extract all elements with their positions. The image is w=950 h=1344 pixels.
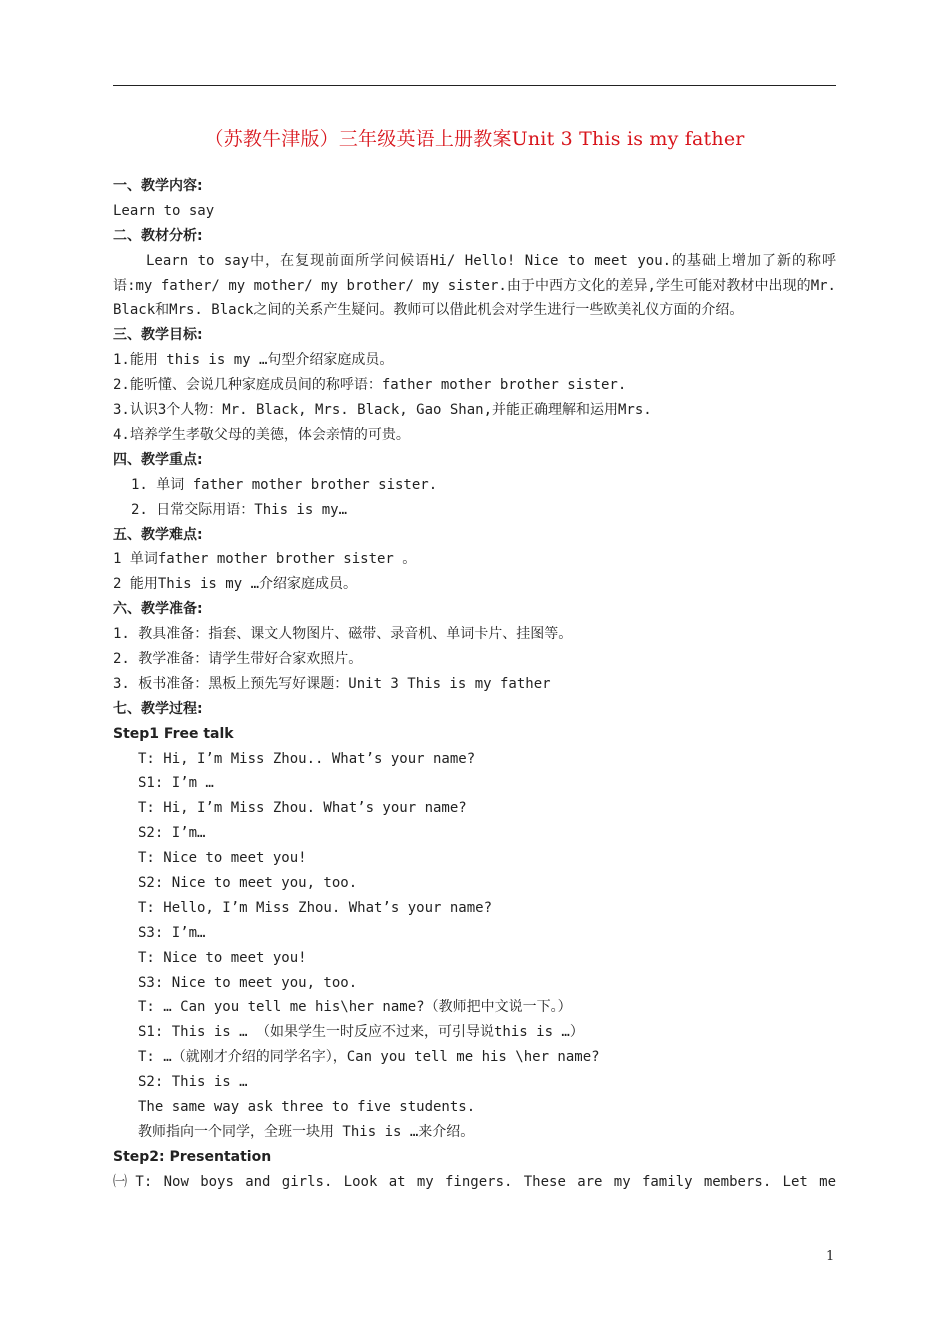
dialogue-line: S3: Nice to meet you, too. [138, 974, 358, 991]
list-item: 3. 板书准备：黑板上预先写好课题：Unit 3 This is my father [113, 675, 551, 692]
list-item: 1. 教具准备：指套、课文人物图片、磁带、录音机、单词卡片、挂图等。 [113, 626, 573, 643]
dialogue-line: T: … Can you tell me his\her name?（教师把中文说一下。） [138, 999, 572, 1016]
dialogue-line: T: Hi, I’m Miss Zhou.. What’s your name? [138, 750, 476, 767]
word: fingers. [445, 1173, 513, 1190]
word: my [416, 1173, 434, 1190]
list-item: 2 能用This is my …介绍家庭成员。 [113, 576, 358, 593]
section-heading-difficulties: 五、教学难点: [113, 526, 203, 543]
word: are [577, 1173, 603, 1190]
section-heading-goals: 三、教学目标: [113, 327, 203, 344]
analysis-paragraph: Learn to say中，在复现前面所学问候语Hi/ Hello! Nice to meet you.的基础上增加了新的称呼语:my father/ my mother/ my brother/ my sister.由于中西方文化的差异,学生可能对教材中出现的Mr. Black和Mrs. Black之间的关系产生疑问。教师可以借此机会对学生进行一些欧美礼仪方面的介绍。 [113, 252, 836, 319]
word: Let [782, 1173, 808, 1190]
step2-first-line [113, 1170, 836, 1195]
section-heading-analysis: 二、教材分析: [113, 227, 203, 244]
dialogue-line: T: Nice to meet you! [138, 949, 307, 966]
section-heading-preparation: 六、教学准备: [113, 601, 203, 618]
word: members. [703, 1173, 772, 1190]
document-body [113, 174, 836, 1195]
page-number: 1 [826, 1249, 835, 1264]
dialogue-line: S1: I’m … [138, 775, 214, 792]
word: These [523, 1173, 566, 1190]
dialogue-line: T: Hello, I’m Miss Zhou. What’s your name? [138, 899, 493, 916]
dialogue-line: S3: I’m… [138, 924, 206, 941]
step2-heading: Step2: Presentation [113, 1148, 272, 1165]
section-heading-content: 一、教学内容: [113, 178, 203, 194]
dialogue-line: S2: Nice to meet you, too. [138, 874, 358, 891]
list-item: 1. 单词 father mother brother sister. [131, 476, 438, 493]
section-heading-keypoints: 四、教学重点: [113, 451, 203, 468]
list-item: 3.认识3个人物：Mr. Black, Mrs. Black, Gao Shan,并能正确理解和运用Mrs. [113, 402, 652, 419]
word: and [245, 1173, 271, 1190]
dialogue-line: S1: This is … （如果学生一时反应不过来，可引导说this is …） [138, 1024, 584, 1041]
dialogue-line: 教师指向一个同学，全班一块用 This is …来介绍。 [138, 1123, 475, 1140]
header-rule [113, 85, 836, 86]
dialogue-line: T: …（就刚才介绍的同学名字），Can you tell me his \her name? [138, 1049, 600, 1066]
list-item: 4.培养学生孝敬父母的美德，体会亲情的可贵。 [113, 426, 410, 443]
word: boys [200, 1173, 234, 1190]
dialogue-line: The same way ask three to five students. [138, 1099, 476, 1115]
step1-dialogue [113, 747, 836, 1145]
list-item: 2. 日常交际用语：This is my… [131, 501, 348, 518]
step1-heading: Step1 Free talk [113, 725, 234, 742]
section-heading-process: 七、教学过程: [113, 700, 203, 717]
list-item: 1.能用 this is my …句型介绍家庭成员。 [113, 352, 394, 369]
dialogue-line: S2: I’m… [138, 825, 206, 842]
document-title: （苏教牛津版）三年级英语上册教案Unit 3 This is my father [204, 128, 745, 150]
dialogue-line: T: Nice to meet you! [138, 850, 307, 867]
word: ㈠ T: [113, 1173, 153, 1190]
word: Now [163, 1173, 189, 1190]
section-text: Learn to say [113, 202, 215, 219]
dialogue-line: S2: This is … [138, 1074, 248, 1091]
word: family [641, 1173, 693, 1190]
word: at [388, 1173, 406, 1190]
word: girls. [281, 1173, 333, 1190]
dialogue-line: T: Hi, I’m Miss Zhou. What’s your name? [138, 800, 467, 817]
list-item: 2.能听懂、会说几种家庭成员间的称呼语：father mother brother sister. [113, 377, 627, 394]
list-item: 2. 教学准备：请学生带好合家欢照片。 [113, 650, 363, 667]
word: me [819, 1173, 836, 1190]
list-item: 1 单词father mother brother sister 。 [113, 551, 417, 568]
word: Look [343, 1173, 378, 1190]
word: my [613, 1173, 631, 1190]
